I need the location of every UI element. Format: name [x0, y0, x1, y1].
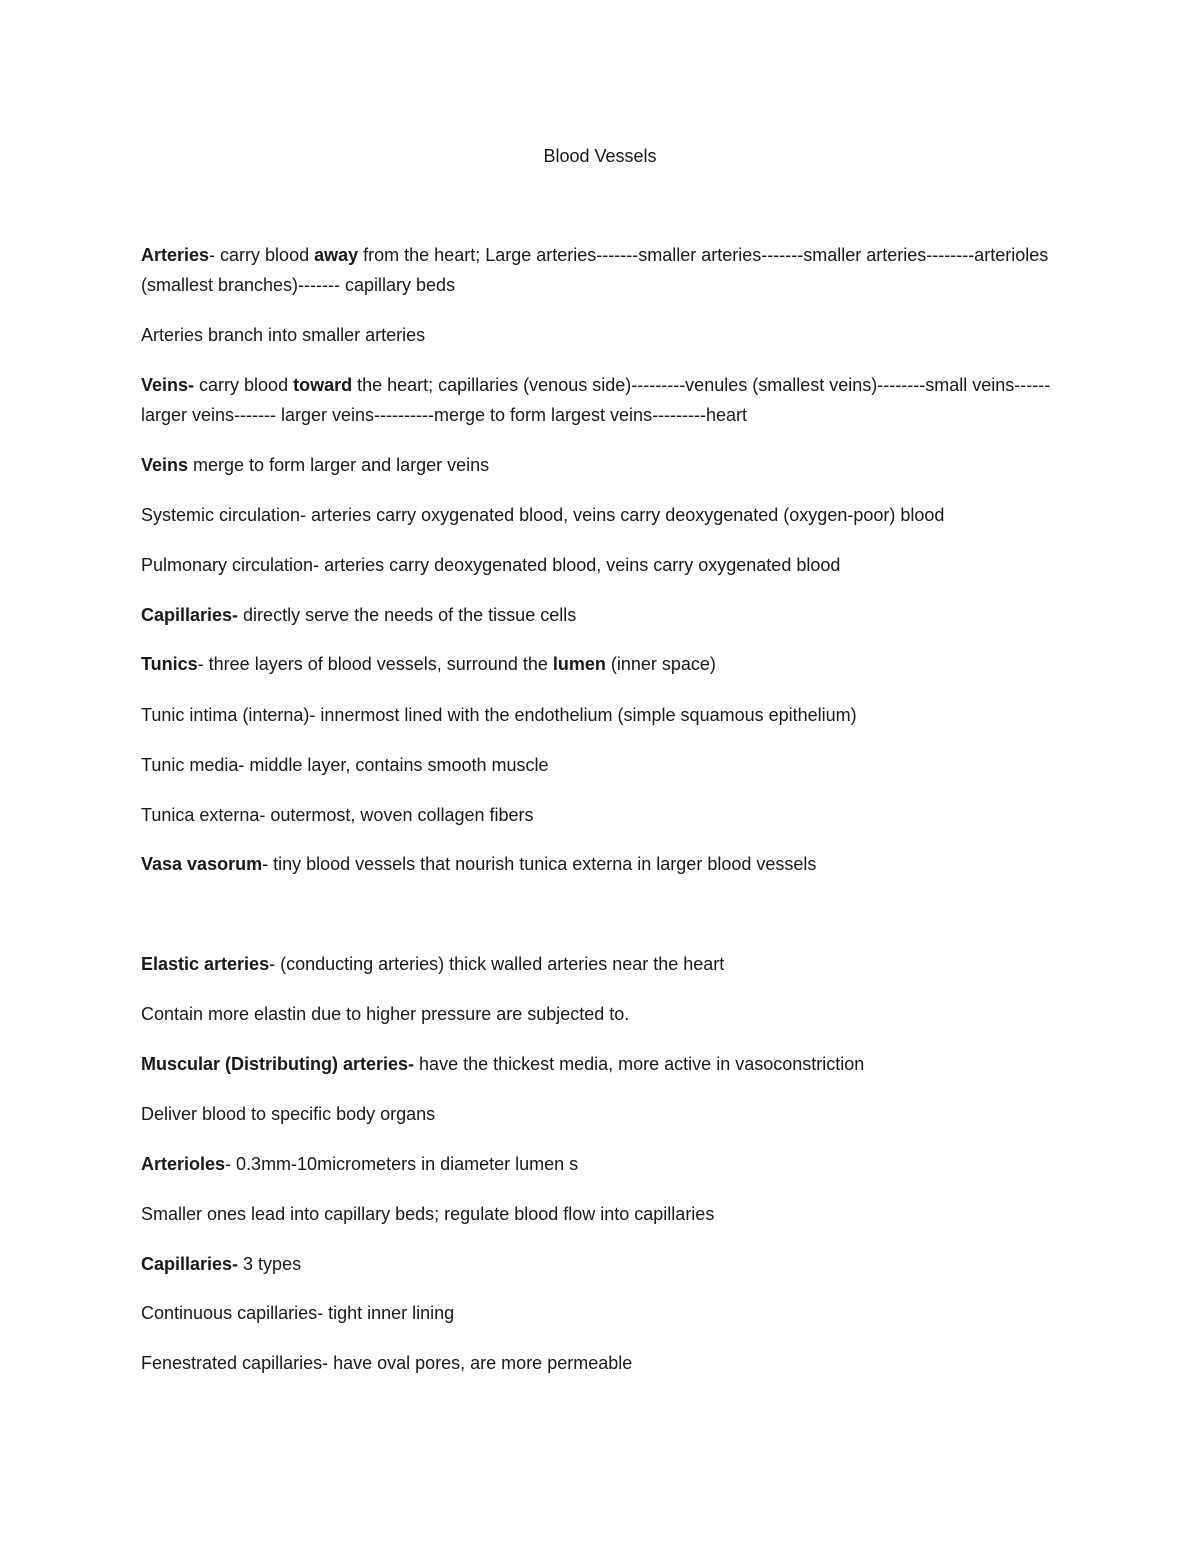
- bold-term: Tunics: [141, 654, 198, 674]
- text-run: Tunica externa- outermost, woven collagen fibers: [141, 805, 534, 825]
- paragraph: [141, 649, 1051, 679]
- text-run: have the thickest media, more active in vasoconstriction: [414, 1054, 865, 1074]
- paragraph: [141, 949, 1051, 979]
- text-run: merge to form larger and larger veins: [188, 455, 490, 475]
- paragraph: [141, 550, 1051, 580]
- text-run: Systemic circulation- arteries carry oxygenated blood, veins carry deoxygenated (oxygen-poor) blood: [141, 505, 945, 525]
- text-run: carry blood: [194, 375, 294, 395]
- text-run: Tunic intima (interna)- innermost lined with the endothelium (simple squamous epithelium): [141, 705, 857, 725]
- bold-term: Capillaries-: [141, 605, 239, 625]
- text-run: Deliver blood to specific body organs: [141, 1104, 436, 1124]
- paragraph: [141, 700, 1051, 730]
- text-run: - (conducting arteries) thick walled arteries near the heart: [269, 954, 725, 974]
- text-run: Continuous capillaries- tight inner lining: [141, 1303, 455, 1323]
- text-run: - tiny blood vessels that nourish tunica externa in larger blood vessels: [262, 854, 817, 874]
- paragraph: [141, 600, 1051, 630]
- document-title: Blood Vessels: [543, 146, 657, 166]
- paragraph: [141, 450, 1051, 480]
- text-run: (inner space): [605, 654, 716, 674]
- bold-term: Muscular (Distributing) arteries-: [141, 1054, 415, 1074]
- paragraph: [141, 800, 1051, 830]
- paragraph: [141, 240, 1051, 300]
- bold-term: Arteries: [141, 245, 210, 265]
- paragraph: [141, 1149, 1051, 1179]
- text-run: Pulmonary circulation- arteries carry deoxygenated blood, veins carry oxygenated blood: [141, 555, 841, 575]
- text-run: from the heart; Large arteries-------smaller arteries-------smaller arteries--------arterioles (smallest branches)------- capillary beds: [141, 245, 1049, 295]
- bold-term: away: [314, 245, 359, 265]
- text-run: Tunic media- middle layer, contains smooth muscle: [141, 755, 549, 775]
- text-run: the heart; capillaries (venous side)---------venules (smallest veins)--------small veins------ larger veins------- larger veins----------merge to form largest veins---------heart: [141, 375, 1051, 425]
- paragraph: [141, 370, 1051, 430]
- paragraph: [141, 1099, 1051, 1129]
- text-run: 3 types: [238, 1254, 302, 1274]
- text-run: - 0.3mm-10micrometers in diameter lumen s: [225, 1154, 579, 1174]
- text-run: Contain more elastin due to higher pressure are subjected to.: [141, 1004, 630, 1024]
- paragraph: [141, 849, 1051, 879]
- bold-term: Elastic arteries: [141, 954, 270, 974]
- bold-term: toward: [293, 375, 353, 395]
- paragraph: [141, 1199, 1051, 1229]
- bold-term: Vasa vasorum: [141, 854, 263, 874]
- paragraph: [141, 999, 1051, 1029]
- text-run: directly serve the needs of the tissue cells: [238, 605, 577, 625]
- text-run: - three layers of blood vessels, surround the: [197, 654, 553, 674]
- paragraph: [141, 1249, 1051, 1279]
- text-run: - carry blood: [209, 245, 315, 265]
- paragraph: [141, 1298, 1051, 1328]
- bold-term: Arterioles: [141, 1154, 226, 1174]
- text-run: Arteries branch into smaller arteries: [141, 325, 426, 345]
- text-run: Smaller ones lead into capillary beds; regulate blood flow into capillaries: [141, 1204, 715, 1224]
- paragraph: [141, 1348, 1051, 1378]
- bold-term: Veins-: [141, 375, 195, 395]
- bold-term: Capillaries-: [141, 1254, 239, 1274]
- bold-term: Veins: [141, 455, 189, 475]
- paragraph: [141, 1049, 1051, 1079]
- text-run: Fenestrated capillaries- have oval pores, are more permeable: [141, 1353, 633, 1373]
- paragraph: [141, 750, 1051, 780]
- paragraph: [141, 320, 1051, 350]
- bold-term: lumen: [552, 654, 606, 674]
- paragraph: [141, 500, 1051, 530]
